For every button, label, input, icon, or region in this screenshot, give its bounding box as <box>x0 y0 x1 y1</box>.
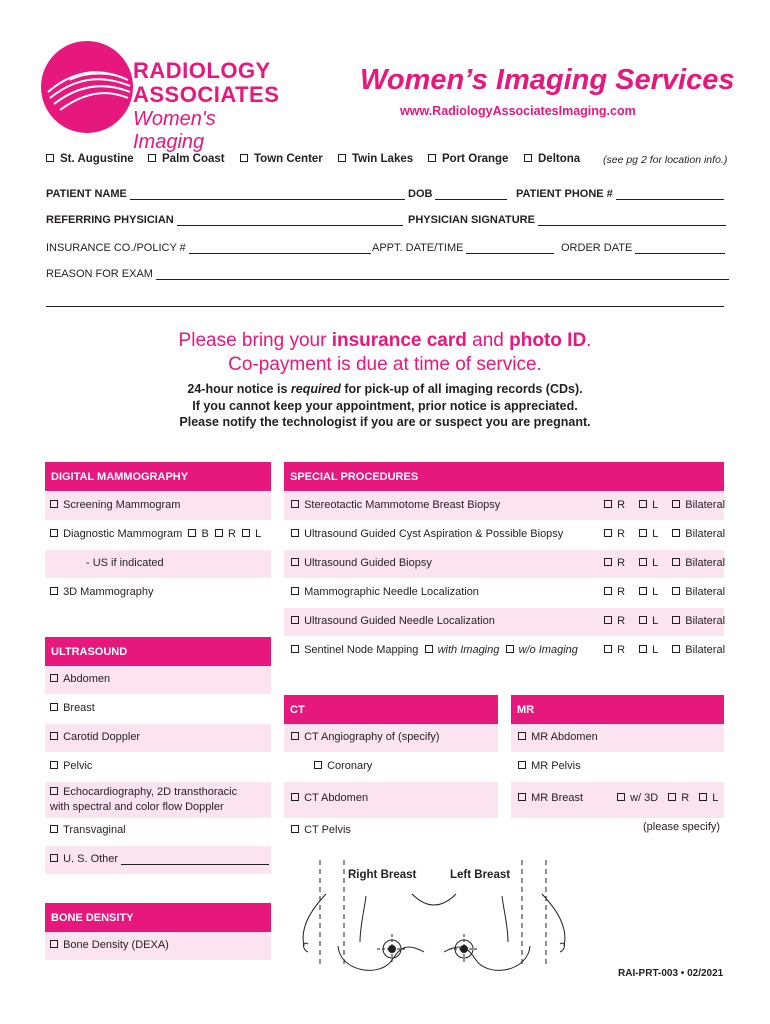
website-url[interactable]: www.RadiologyAssociatesImaging.com <box>400 104 636 118</box>
section-special-procedures <box>284 462 724 491</box>
insurance-field[interactable] <box>46 242 371 254</box>
patient-phone-field[interactable] <box>516 188 724 200</box>
logo-line3: Women's Imaging <box>133 108 216 153</box>
us-other-option[interactable] <box>50 853 269 865</box>
option-label: U. S. Other <box>63 853 119 865</box>
mr-breast-side-options[interactable] <box>617 792 718 804</box>
checkbox[interactable] <box>291 645 299 653</box>
reason-line-2[interactable] <box>46 306 724 307</box>
referring-physician-field[interactable] <box>46 214 403 226</box>
ct-pelvis-option[interactable] <box>291 824 351 836</box>
option-label: Echocardiography, 2D transthoracic <box>63 786 238 798</box>
r-label: R <box>617 586 626 598</box>
option-label: Screening Mammogram <box>63 499 181 511</box>
us-other-input[interactable] <box>121 854 269 865</box>
checkbox[interactable] <box>50 940 58 948</box>
notice-text: Please bring your <box>178 330 332 351</box>
option-label: Diagnostic Mammogram <box>63 528 183 540</box>
bilateral-label: Bilateral <box>685 644 726 656</box>
checkbox-bilateral[interactable] <box>672 587 680 595</box>
checkbox[interactable] <box>50 529 58 537</box>
appt-label: APPT. DATE/TIME <box>372 242 464 254</box>
l-label: L <box>712 792 719 804</box>
checkbox[interactable] <box>338 154 346 162</box>
option-label: MR Abdomen <box>531 731 598 743</box>
checkbox[interactable] <box>314 761 322 769</box>
checkbox-bilateral[interactable] <box>672 558 680 566</box>
order-date-label: ORDER DATE <box>561 242 633 254</box>
reason-field[interactable] <box>46 268 729 280</box>
r-label: R <box>617 499 626 511</box>
option-label: CT Abdomen <box>304 792 369 804</box>
l-label: L <box>652 557 659 569</box>
checkbox[interactable] <box>50 732 58 740</box>
l-label: L <box>652 528 659 540</box>
reason-label: REASON FOR EXAM <box>46 268 153 280</box>
screening-mammogram-option[interactable] <box>50 499 180 511</box>
mr-pelvis-option[interactable] <box>518 760 581 772</box>
notice-required: required <box>290 382 341 396</box>
l-label: L <box>652 499 659 511</box>
checkbox-l[interactable] <box>639 529 647 537</box>
bilateral-label: Bilateral <box>685 586 726 598</box>
l-label: L <box>652 586 659 598</box>
l-label: L <box>652 644 659 656</box>
sp-sentinel-node-option[interactable] <box>291 644 578 656</box>
checkbox-r[interactable] <box>668 793 676 801</box>
w3d-label: w/ 3D <box>630 792 659 804</box>
location-label: Twin Lakes <box>352 153 414 165</box>
checkbox[interactable] <box>428 154 436 162</box>
section-title: DIGITAL MAMMOGRAPHY <box>51 470 189 483</box>
checkbox[interactable] <box>291 732 299 740</box>
right-breast-label: Right Breast <box>348 869 417 881</box>
us-breast-option[interactable] <box>50 702 95 714</box>
checkbox-r[interactable] <box>604 500 612 508</box>
checkbox-r[interactable] <box>604 616 612 624</box>
checkbox[interactable] <box>291 587 299 595</box>
option-label: MR Pelvis <box>531 760 581 772</box>
notice-line2: Co-payment is due at time of service. <box>228 354 542 375</box>
option-label: Pelvic <box>63 760 93 772</box>
patient-name-label: PATIENT NAME <box>46 188 127 200</box>
ct-coronary-option[interactable] <box>314 760 372 772</box>
us-abdomen-option[interactable] <box>50 673 110 685</box>
checkbox-r[interactable] <box>215 529 223 537</box>
notice-photo-id: photo ID <box>509 330 587 351</box>
bilateral-label: Bilateral <box>685 557 726 569</box>
appt-field[interactable] <box>372 242 554 254</box>
with-imaging-label: with Imaging <box>437 644 500 656</box>
checkbox-bilateral[interactable] <box>672 500 680 508</box>
l-label: L <box>652 615 659 627</box>
location-port-orange[interactable] <box>428 153 508 165</box>
checkbox-bilateral[interactable] <box>672 529 680 537</box>
option-label: MR Breast <box>531 792 584 804</box>
location-label: Palm Coast <box>162 153 225 165</box>
checkbox[interactable] <box>291 825 299 833</box>
sp-needle-localization-option[interactable] <box>291 586 479 598</box>
mr-please-specify: (please specify) <box>643 821 721 833</box>
us-transvaginal-option[interactable] <box>50 824 126 836</box>
r-label: R <box>617 528 626 540</box>
checkbox-r[interactable] <box>604 529 612 537</box>
notice-line3 <box>0 382 770 396</box>
notice-text: . <box>586 330 592 351</box>
option-b-label: B <box>201 528 209 540</box>
diagnostic-mammogram-option[interactable] <box>50 528 261 540</box>
checkbox[interactable] <box>291 558 299 566</box>
location-label: Town Center <box>254 153 323 165</box>
checkbox[interactable] <box>50 674 58 682</box>
us-carotid-option[interactable] <box>50 731 140 743</box>
wo-imaging-label: w/o Imaging <box>518 644 578 656</box>
checkbox[interactable] <box>518 793 526 801</box>
patient-phone-label: PATIENT PHONE # <box>516 188 613 200</box>
checkbox-r[interactable] <box>604 558 612 566</box>
option-label: Bone Density (DEXA) <box>63 939 169 951</box>
notice-text: for pick-up of all imaging records (CDs). <box>340 382 583 396</box>
location-town-center[interactable] <box>240 153 323 165</box>
physician-signature-field[interactable] <box>408 214 726 226</box>
sp-side-options-5[interactable] <box>604 644 725 656</box>
option-label: Breast <box>63 702 95 714</box>
section-ultrasound <box>45 637 271 666</box>
checkbox[interactable] <box>50 587 58 595</box>
logo <box>40 40 285 153</box>
option-label-2: with spectral and color flow Doppler <box>50 801 224 813</box>
physician-signature-label: PHYSICIAN SIGNATURE <box>408 214 535 226</box>
dob-field[interactable] <box>408 188 507 200</box>
sp-cyst-aspiration-option[interactable] <box>291 528 563 540</box>
dob-label: DOB <box>408 188 433 200</box>
location-label: Port Orange <box>442 153 509 165</box>
checkbox[interactable] <box>50 825 58 833</box>
r-label: R <box>617 615 626 627</box>
option-label: CT Pelvis <box>304 824 351 836</box>
location-st-augustine[interactable] <box>46 153 134 165</box>
page-title: Women’s Imaging Services <box>360 64 735 96</box>
locations-note: (see pg 2 for location info.) <box>603 154 728 166</box>
section-title: BONE DENSITY <box>51 911 134 924</box>
notice-line1 <box>0 330 770 352</box>
checkbox-l[interactable] <box>242 529 250 537</box>
checkbox-bilateral[interactable] <box>672 616 680 624</box>
checkbox[interactable] <box>50 500 58 508</box>
checkbox-l[interactable] <box>639 616 647 624</box>
notice-line5: Please notify the technologist if you are or suspect you are pregnant. <box>179 415 591 429</box>
checkbox[interactable] <box>50 761 58 769</box>
notice-insurance-card: insurance card <box>331 330 467 351</box>
checkbox[interactable] <box>50 787 58 795</box>
checkbox-b[interactable] <box>188 529 196 537</box>
checkbox[interactable] <box>518 732 526 740</box>
section-ct <box>284 695 498 724</box>
checkbox-wo-imaging[interactable] <box>506 645 514 653</box>
us-echo-option[interactable] <box>50 785 237 815</box>
option-label: Sentinel Node Mapping <box>304 644 419 656</box>
checkbox-l[interactable] <box>639 587 647 595</box>
notice-line4: If you cannot keep your appointment, prior notice is appreciated. <box>192 399 578 413</box>
us-pelvic-option[interactable] <box>50 760 92 772</box>
sp-us-biopsy-option[interactable] <box>291 557 432 569</box>
notice-text: 24-hour notice is <box>187 382 291 396</box>
option-r-label: R <box>227 528 236 540</box>
section-digital-mammography <box>45 462 271 491</box>
checkbox-l[interactable] <box>639 558 647 566</box>
bilateral-label: Bilateral <box>685 499 726 511</box>
sp-side-options-4[interactable] <box>604 615 725 627</box>
logo-line1: RADIOLOGY <box>133 58 271 83</box>
mammography-3d-option[interactable] <box>50 586 154 598</box>
breast-diagram-drawing <box>296 856 572 976</box>
us-if-indicated <box>86 557 164 569</box>
notice-text: and <box>466 330 510 351</box>
option-label: - US if indicated <box>86 557 164 569</box>
checkbox[interactable] <box>46 154 54 162</box>
order-date-field[interactable] <box>561 242 725 254</box>
ct-angiography-option[interactable] <box>291 731 440 743</box>
checkbox[interactable] <box>50 854 58 862</box>
sp-side-options-0[interactable] <box>604 499 725 511</box>
bilateral-label: Bilateral <box>685 528 726 540</box>
mr-breast-option[interactable] <box>518 792 583 804</box>
location-twin-lakes[interactable] <box>338 153 413 165</box>
section-mr <box>511 695 724 724</box>
checkbox[interactable] <box>518 761 526 769</box>
checkbox-bilateral[interactable] <box>672 645 680 653</box>
option-label: Coronary <box>327 760 373 772</box>
checkbox[interactable] <box>240 154 248 162</box>
checkbox-r[interactable] <box>604 645 612 653</box>
option-label: Carotid Doppler <box>63 731 141 743</box>
option-label: Transvaginal <box>63 824 126 836</box>
left-breast-label: Left Breast <box>450 869 511 881</box>
r-label: R <box>617 557 626 569</box>
checkbox-w3d[interactable] <box>617 793 625 801</box>
option-label: Ultrasound Guided Cyst Aspiration & Possible Biopsy <box>304 528 564 540</box>
sp-side-options-1[interactable] <box>604 528 725 540</box>
checkbox[interactable] <box>524 154 532 162</box>
location-label: Deltona <box>538 153 581 165</box>
mr-abdomen-option[interactable] <box>518 731 598 743</box>
option-label: Abdomen <box>63 673 111 685</box>
insurance-label: INSURANCE CO./POLICY # <box>46 242 186 254</box>
location-palm-coast[interactable] <box>148 153 225 165</box>
logo-swirl-icon <box>40 40 135 135</box>
option-label: Stereotactic Mammotome Breast Biopsy <box>304 499 501 511</box>
option-label: 3D Mammography <box>63 586 154 598</box>
option-l-label: L <box>255 528 262 540</box>
checkbox-with-imaging[interactable] <box>425 645 433 653</box>
option-label: Ultrasound Guided Biopsy <box>304 557 432 569</box>
location-deltona[interactable] <box>524 153 580 165</box>
section-title: SPECIAL PROCEDURES <box>290 470 419 483</box>
sp-stereotactic-option[interactable] <box>291 499 500 511</box>
checkbox[interactable] <box>291 500 299 508</box>
option-label: Mammographic Needle Localization <box>304 586 479 598</box>
sp-side-options-3[interactable] <box>604 586 725 598</box>
checkbox[interactable] <box>291 529 299 537</box>
checkbox[interactable] <box>291 793 299 801</box>
form-code: RAI-PRT-003 • 02/2021 <box>618 968 724 979</box>
checkbox-l[interactable] <box>639 645 647 653</box>
sp-side-options-2[interactable] <box>604 557 725 569</box>
section-bone-density <box>45 903 271 932</box>
section-title: MR <box>517 703 535 716</box>
r-label: R <box>681 792 690 804</box>
r-label: R <box>617 644 626 656</box>
bilateral-label: Bilateral <box>685 615 726 627</box>
section-title: CT <box>290 703 305 716</box>
checkbox[interactable] <box>291 616 299 624</box>
bone-density-option[interactable] <box>50 939 169 951</box>
logo-line2: ASSOCIATES <box>133 82 280 107</box>
ct-abdomen-option[interactable] <box>291 792 368 804</box>
breast-diagram[interactable] <box>296 856 572 976</box>
option-label: Ultrasound Guided Needle Localization <box>304 615 495 627</box>
sp-us-needle-localization-option[interactable] <box>291 615 495 627</box>
patient-name-field[interactable] <box>46 188 405 200</box>
option-label: CT Angiography of (specify) <box>304 731 440 743</box>
location-label: St. Augustine <box>60 153 134 165</box>
checkbox-r[interactable] <box>604 587 612 595</box>
checkbox-l[interactable] <box>699 793 707 801</box>
checkbox-l[interactable] <box>639 500 647 508</box>
checkbox[interactable] <box>148 154 156 162</box>
referring-physician-label: REFERRING PHYSICIAN <box>46 214 174 226</box>
checkbox[interactable] <box>50 703 58 711</box>
section-title: ULTRASOUND <box>51 645 128 658</box>
